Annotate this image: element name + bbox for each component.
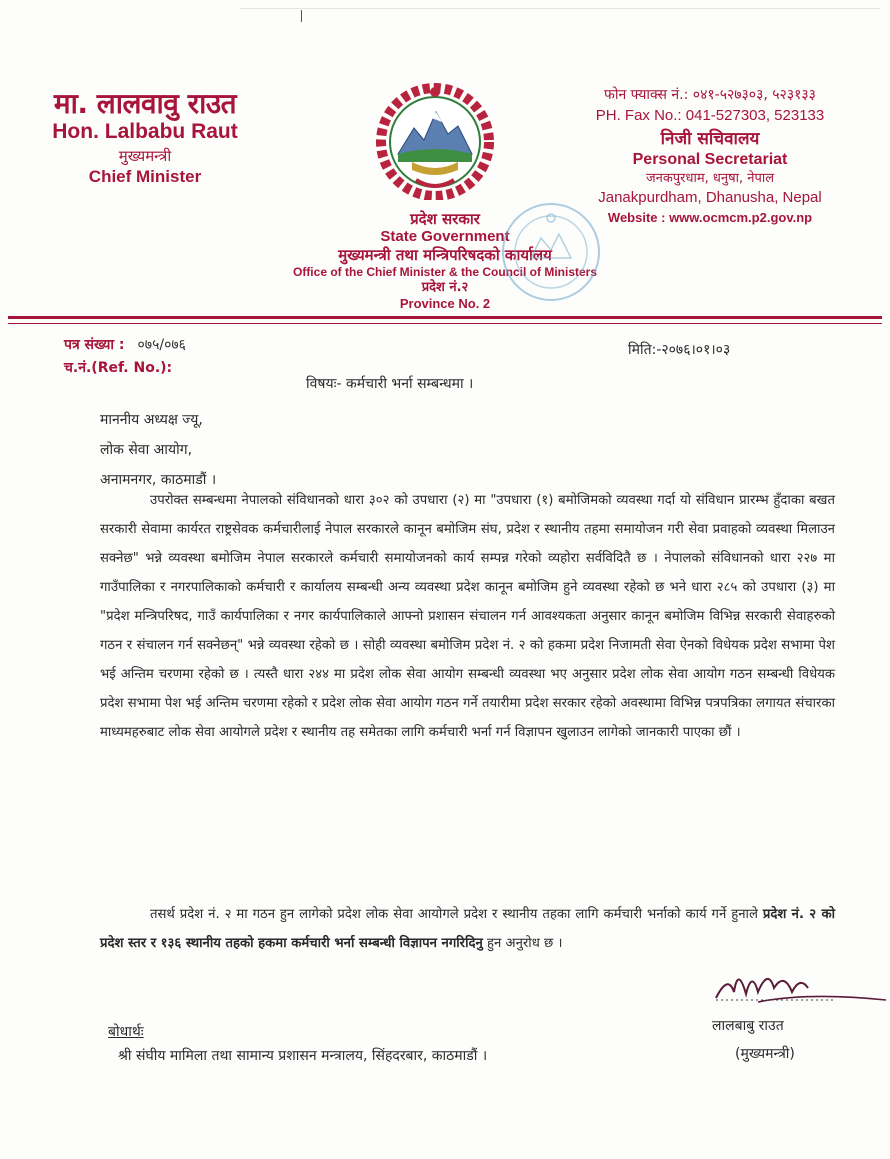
letter-date: मिति:-२०७६।०१।०३: [628, 342, 731, 358]
body-paragraph-2-emphasis: प्रदेश नं. २ को प्रदेश स्तर र १३६ स्थानीय तहको हकमा कर्मचारी भर्ना सम्बन्धी विज्ञापन नगरिदिनु: [100, 907, 835, 951]
body-paragraph-1-text: उपरोक्त सम्बन्धमा नेपालको संविधानको धारा ३०२ को उपधारा (२) मा "उपधारा (१) बमोजिमको व्यवस्था गर्दा यो संविधान प्रारम्भ हुँदाका बखत सरकारी सेवामा कार्यरत राष्ट्रसेवक कर्मचारीलाई नेपाल सरकारले कानून बमोजिम संघ, प्रदेश र स्थानीय तहमा समायोजन गरी सेवा प्रवाहको व्यवस्था मिलाउन सक्नेछ" भन्ने व्यवस्था बमोजिम नेपाल सरकारले कर्मचारी समायोजनको कार्य सम्पन्न गरेको व्यहोरा सर्वविदितै छ । नेपालको संविधानको धारा २२७ मा गाउँपालिका र नगरपालिकाको कर्मचारी र कार्यालय सम्बन्धी अन्य व्यवस्था प्रदेश कानून बमोजिम हुने व्यवस्था रहेको छ भने धारा २८५ को उपधारा (३) मा "प्रदेश मन्त्रिपरिषद, गाउँ कार्यपालिका र नगर कार्यपालिकाले आफ्नो प्रशासन संचालन गर्न आवश्यकता अनुसार कानून बमोजिम विभिन्न सरकारी सेवाहरुको गठन र संचालन गर्न सक्नेछन्" भन्ने व्यवस्था रहेको छ । सोही व्यवस्था बमोजिम प्रदेश नं. २ को हकमा प्रदेश निजामती सेवा ऐनको विधेयक प्रदेश सभामा पेश भई अन्तिम चरणमा रहेको छ । त्यस्तै धारा २४४ मा प्रदेश लोक सेवा आयोग सम्बन्धी व्यवस्था भए अनुसार प्रदेश लोक सेवा आयोग गठन सम्बन्धी विधेयक प्रदेश सभामा पेश भई अन्तिम चरणमा रहेको र प्रदेश लोक सेवा आयोग गठन गर्ने तयारीमा प्रदेश सरकार रहेको अवस्थामा विभिन्न पत्रपत्रिका लगायत संचारका माध्यमहरुबाट लोक सेवा आयोगले प्रदेश र स्थानीय तह समेतका लागि कर्मचारी भर्ना गर्न विज्ञापन खुलाउन लागेको जानकारी पाएका छौं ।: [100, 493, 835, 740]
phone-fax-np: फोन फ्याक्स नं.: ०४१-५२७३०३, ५२३१३३: [604, 87, 816, 103]
header-divider-thin: [8, 323, 882, 324]
secretariat-np: निजी सचिवालय: [660, 129, 760, 149]
signatory-name: लालबाबु राउत: [712, 1018, 784, 1034]
minister-title-en: Chief Minister: [88, 167, 202, 186]
website: Website : www.ocmcm.p2.gov.np: [607, 210, 813, 225]
province-en: Province No. 2: [399, 296, 491, 311]
recipient-line-3: अनामनगर, काठमाडौं ।: [100, 472, 217, 488]
province-np: प्रदेश नं.२: [421, 280, 469, 295]
chalani-row: [64, 357, 172, 377]
patra-sankhya-row: [64, 334, 186, 354]
patra-sankhya-value: ०७५/०७६: [137, 337, 186, 353]
secretariat-en: Personal Secretariat: [632, 151, 788, 168]
body-paragraph-2: [100, 900, 835, 958]
bodharth-text: श्री संघीय मामिला तथा सामान्य प्रशासन मन्त्रालय, सिंहदरबार, काठमाडौं ।: [118, 1048, 488, 1064]
office-name-en: Office of the Chief Minister & the Council of Ministers: [292, 265, 598, 279]
address-en: Janakpurdham, Dhanusha, Nepal: [598, 189, 822, 206]
letter-subject: विषयः- कर्मचारी भर्ना सम्बन्धमा ।: [306, 376, 474, 392]
minister-title-np: मुख्यमन्त्री: [118, 147, 172, 165]
recipient-line-1: माननीय अध्यक्ष ज्यू,: [100, 412, 203, 428]
patra-sankhya-label: पत्र संख्या :: [64, 337, 125, 353]
header-divider-thick: [8, 316, 882, 319]
header-left: [30, 88, 260, 188]
minister-name-np: मा. लालवावु राउत: [53, 87, 237, 120]
chalani-label: च.नं.(Ref. No.):: [64, 360, 173, 376]
office-name-np: मुख्यमन्त्री तथा मन्त्रिपरिषदको कार्यालय: [338, 246, 552, 264]
signatory-title: (मुख्यमन्त्री): [735, 1046, 795, 1062]
signature-icon: [688, 962, 888, 1022]
nepal-emblem-icon: [376, 82, 494, 200]
bodharth-label: बोधार्थः: [108, 1024, 144, 1040]
recipient-block: [100, 405, 216, 495]
phone-fax-en: PH. Fax No.: 041-527303, 523133: [595, 107, 825, 124]
body-paragraph-2-end: हुन अनुरोध छ ।: [482, 936, 563, 951]
recipient-line-2: लोक सेवा आयोग,: [100, 442, 193, 458]
body-paragraph-1: [100, 486, 835, 747]
state-gov-np: प्रदेश सरकार: [410, 210, 480, 228]
address-np: जनकपुरधाम, धनुषा, नेपाल: [645, 171, 775, 186]
scan-mark: [301, 10, 302, 22]
minister-name-en: Hon. Lalbabu Raut: [52, 120, 238, 143]
body-paragraph-2-start: तसर्थ प्रदेश नं. २ मा गठन हुन लागेको प्रदेश लोक सेवा आयोगले प्रदेश र स्थानीय तहका लागि कर्मचारी भर्नाको कार्य गर्ने हुनाले: [150, 907, 763, 922]
scan-edge-line: [240, 8, 880, 9]
header-right: [560, 84, 860, 228]
state-gov-en: State Government: [380, 228, 510, 245]
